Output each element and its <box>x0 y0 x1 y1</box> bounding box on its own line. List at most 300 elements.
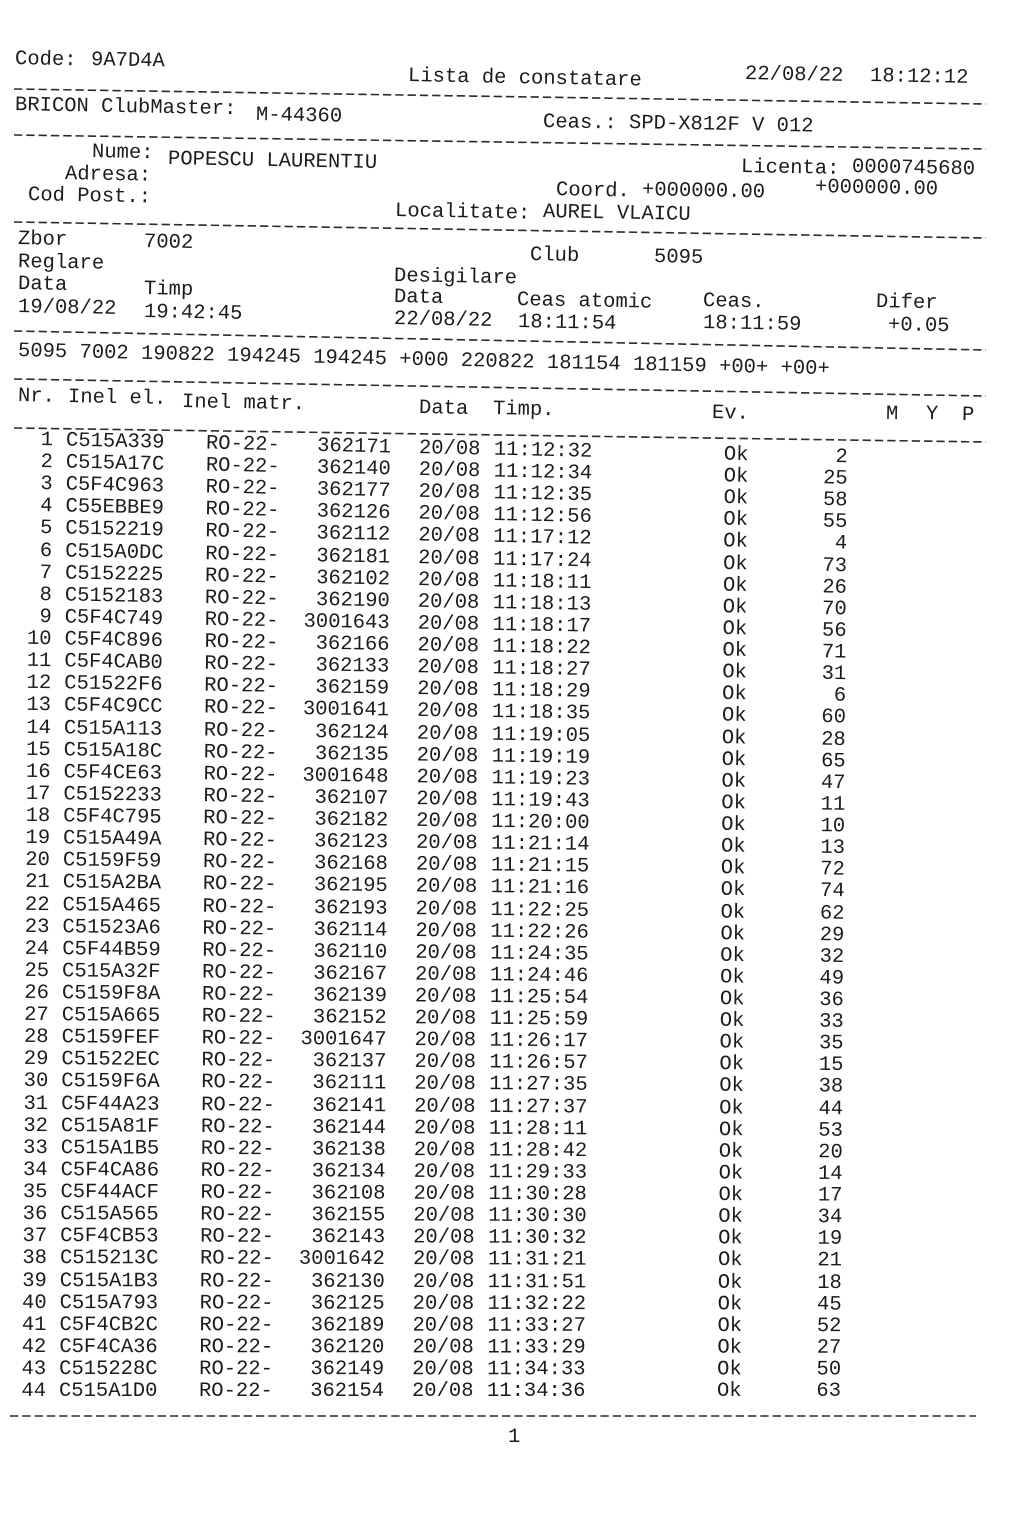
arrival-date: 20/08 <box>413 1204 475 1228</box>
row-number: 5 <box>39 517 53 541</box>
m-value: 25 <box>822 467 848 491</box>
ring-prefix: RO-22- <box>201 983 276 1008</box>
arrival-date: 20/08 <box>412 1248 475 1272</box>
ring-number: 362134 <box>311 1160 386 1184</box>
m-value: 15 <box>818 1054 844 1078</box>
arrival-time: 11:18:17 <box>492 613 592 639</box>
m-value: 4 <box>834 532 848 557</box>
row-number: 17 <box>25 782 51 807</box>
clock-column-label: Ceas. <box>702 290 765 315</box>
m-value: 50 <box>816 1358 842 1382</box>
arrival-date: 20/08 <box>414 1029 477 1053</box>
ring-number: 362149 <box>310 1358 385 1382</box>
arrival-date: 20/08 <box>414 1073 476 1097</box>
electronic-ring-id: C5F44ACF <box>60 1181 159 1205</box>
code-label: Code: <box>14 48 77 73</box>
ring-prefix: RO-22- <box>205 498 280 524</box>
row-number: 22 <box>24 893 50 917</box>
arrival-time: 11:27:35 <box>489 1073 588 1098</box>
ring-number: 362195 <box>313 874 388 899</box>
arrival-date: 20/08 <box>416 722 479 747</box>
arrival-date: 20/08 <box>418 502 481 528</box>
setting-label: Reglare <box>17 251 105 276</box>
arrival-date: 20/08 <box>416 766 479 790</box>
event-status: Ok <box>718 1118 744 1142</box>
ring-prefix: RO-22- <box>204 586 279 612</box>
club-value: 5095 <box>653 246 704 270</box>
m-value: 36 <box>819 988 845 1013</box>
arrival-date: 20/08 <box>412 1314 475 1338</box>
electronic-ring-id: C5159F8A <box>61 982 161 1007</box>
event-status: Ok <box>723 465 749 489</box>
arrival-date: 20/08 <box>413 1116 476 1141</box>
ring-number: 362167 <box>313 962 388 987</box>
m-value: 70 <box>821 597 847 622</box>
event-status: Ok <box>721 792 747 816</box>
arrival-date: 20/08 <box>417 568 480 593</box>
ring-number: 362137 <box>312 1050 387 1074</box>
arrival-date: 20/08 <box>416 678 479 703</box>
event-status: Ok <box>719 1096 744 1121</box>
arrival-time: 11:28:42 <box>488 1139 588 1163</box>
arrival-time: 11:25:54 <box>489 986 589 1010</box>
arrival-time: 11:26:57 <box>489 1051 588 1076</box>
ring-number: 362126 <box>316 500 391 526</box>
row-number: 3 <box>40 473 53 497</box>
arrival-time: 11:18:11 <box>492 570 592 595</box>
m-value: 45 <box>817 1293 842 1317</box>
setting-time-label: Timp <box>143 278 194 302</box>
ring-number: 362168 <box>313 852 389 877</box>
arrival-date: 20/08 <box>414 1051 477 1075</box>
electronic-ring-id: C55EBBE9 <box>65 495 165 521</box>
row-number: 42 <box>21 1335 47 1359</box>
coord-value-2: +000000.00 <box>814 176 939 202</box>
arrival-time: 11:18:27 <box>492 657 591 683</box>
m-value: 72 <box>820 858 845 882</box>
ring-prefix: RO-22- <box>200 1203 275 1228</box>
arrival-time: 11:21:14 <box>490 832 590 857</box>
electronic-ring-id: C515A81F <box>60 1114 160 1139</box>
arrival-date: 20/08 <box>414 963 477 988</box>
m-value: 19 <box>817 1228 843 1252</box>
electronic-ring-id: C515A465 <box>62 893 162 918</box>
event-status: Ok <box>721 683 747 707</box>
row-number: 26 <box>24 981 50 1006</box>
ring-number: 362139 <box>313 984 388 1009</box>
unsealing-label: Desigilare <box>393 265 518 291</box>
table-row <box>0 1359 893 1381</box>
event-status: Ok <box>721 726 747 751</box>
event-status: Ok <box>719 1053 745 1077</box>
arrival-date: 20/08 <box>412 1270 475 1294</box>
arrival-time: 11:12:32 <box>493 438 593 464</box>
ring-number: 362130 <box>310 1270 385 1294</box>
row-number: 28 <box>23 1026 49 1050</box>
arrival-time: 11:19:23 <box>491 767 591 792</box>
arrival-time: 11:20:00 <box>491 810 590 836</box>
ring-prefix: RO-22- <box>204 630 279 656</box>
arrival-date: 20/08 <box>412 1336 474 1360</box>
row-number: 20 <box>25 849 51 873</box>
electronic-ring-id: C5F4CB53 <box>60 1225 159 1249</box>
row-number: 32 <box>23 1114 49 1138</box>
flight-value: 7002 <box>143 231 194 255</box>
setting-date: 19/08/22 <box>17 296 117 321</box>
ring-number: 362193 <box>313 896 388 921</box>
postal-code-label: Cod Post.: <box>27 184 152 210</box>
arrival-time: 11:25:59 <box>489 1007 589 1032</box>
arrival-time: 11:18:29 <box>491 679 591 705</box>
electronic-ring-id: C5159F6A <box>61 1070 160 1095</box>
ring-number: 362159 <box>315 676 390 701</box>
row-number: 15 <box>25 738 51 762</box>
event-status: Ok <box>722 552 748 576</box>
event-status: Ok <box>723 530 749 555</box>
event-status: Ok <box>719 1075 744 1099</box>
row-number: 34 <box>22 1158 48 1183</box>
arrival-time: 11:32:22 <box>487 1292 587 1316</box>
ring-number: 362144 <box>312 1116 387 1140</box>
event-status: Ok <box>722 661 748 685</box>
ring-number: 362107 <box>314 786 389 811</box>
ring-prefix: RO-22- <box>203 763 278 788</box>
ring-number: 362189 <box>310 1314 385 1338</box>
column-header-nr: Nr. <box>17 385 56 409</box>
electronic-ring-id: C5152233 <box>63 783 162 808</box>
arrival-time: 11:22:26 <box>490 920 589 945</box>
electronic-ring-id: C5F44B59 <box>62 938 161 962</box>
ring-number: 362125 <box>310 1292 385 1316</box>
ring-number: 362123 <box>314 830 389 855</box>
electronic-ring-id: C5152183 <box>64 584 164 610</box>
ring-prefix: RO-22- <box>199 1292 274 1316</box>
column-header-electronic-ring: Inel el. <box>67 386 167 411</box>
m-value: 74 <box>819 880 845 904</box>
arrival-date: 20/08 <box>418 437 481 462</box>
arrival-time: 11:12:35 <box>493 482 593 508</box>
m-value: 71 <box>821 641 847 665</box>
coord-value-1: +000000.00 <box>641 179 766 205</box>
ring-number: 362182 <box>314 808 389 833</box>
arrival-time: 11:19:43 <box>491 788 590 814</box>
row-number: 36 <box>22 1203 48 1227</box>
ring-number: 362166 <box>315 632 390 657</box>
ring-prefix: RO-22- <box>201 1093 276 1118</box>
m-value: 17 <box>817 1184 843 1208</box>
electronic-ring-id: C515A32F <box>61 960 161 985</box>
m-value: 31 <box>821 662 847 687</box>
ring-prefix: RO-22- <box>205 520 280 546</box>
event-status: Ok <box>717 1336 742 1360</box>
ring-prefix: RO-22- <box>201 961 277 986</box>
electronic-ring-id: C5F4CA86 <box>60 1159 160 1183</box>
row-number: 24 <box>24 937 50 961</box>
electronic-ring-id: C515213C <box>59 1247 159 1271</box>
name-label: Nume: <box>91 141 154 166</box>
arrival-time: 11:34:33 <box>487 1358 586 1382</box>
row-number: 33 <box>23 1136 48 1160</box>
locality-value: AUREL VLAICU <box>542 201 691 227</box>
ring-number: 362111 <box>312 1072 387 1096</box>
m-value: 2 <box>835 445 849 470</box>
electronic-ring-id: C5F4C9CC <box>63 694 163 720</box>
ring-prefix: RO-22- <box>199 1269 274 1294</box>
electronic-ring-id: C5152219 <box>65 517 164 543</box>
m-value: 55 <box>822 510 848 535</box>
m-value: 35 <box>818 1032 844 1056</box>
ring-prefix: RO-22- <box>202 851 277 876</box>
row-number: 12 <box>26 672 52 696</box>
arrival-date: 20/08 <box>416 809 478 834</box>
ring-prefix: RO-22- <box>203 807 278 832</box>
m-value: 21 <box>817 1249 843 1273</box>
ring-prefix: RO-22- <box>202 873 277 898</box>
arrival-time: 11:21:16 <box>490 876 590 901</box>
ring-prefix: RO-22- <box>200 1225 274 1250</box>
arrival-time: 11:17:12 <box>493 526 592 552</box>
event-status: Ok <box>720 835 746 859</box>
event-status: Ok <box>720 857 746 881</box>
event-status: Ok <box>723 443 749 468</box>
ring-prefix: RO-22- <box>204 542 280 568</box>
m-value: 18 <box>817 1271 842 1295</box>
arrival-date: 20/08 <box>417 612 480 637</box>
arrival-date: 20/08 <box>415 941 477 966</box>
event-status: Ok <box>721 748 747 772</box>
arrival-date: 20/08 <box>414 1007 477 1031</box>
event-status: Ok <box>718 1140 744 1164</box>
m-value: 20 <box>818 1141 843 1165</box>
unsealing-date-label: Data <box>393 286 444 310</box>
m-value: 65 <box>820 749 846 774</box>
table-row <box>0 1270 894 1294</box>
flight-label: Zbor <box>17 228 68 252</box>
ring-prefix: RO-22- <box>205 476 280 502</box>
ring-prefix: RO-22- <box>205 454 280 480</box>
ring-prefix: RO-22- <box>201 1005 276 1030</box>
arrival-date: 20/08 <box>415 875 478 900</box>
ring-prefix: RO-22- <box>199 1336 274 1360</box>
event-status: Ok <box>720 900 746 925</box>
arrival-time: 11:30:32 <box>488 1226 587 1251</box>
arrival-time: 11:30:28 <box>488 1183 587 1207</box>
event-status: Ok <box>719 1031 745 1055</box>
arrival-date: 20/08 <box>414 1095 476 1119</box>
arrival-time: 11:34:36 <box>487 1380 586 1404</box>
ring-number: 362124 <box>314 720 390 745</box>
arrival-time: 11:18:22 <box>492 635 592 661</box>
row-number: 39 <box>22 1269 47 1293</box>
summary-code-line: 5095 7002 190822 194245 194245 +000 220822 181154 181159 +00+ +00+ <box>17 340 831 382</box>
license-label: Licenta: <box>740 156 840 181</box>
clubmaster-value: M-44360 <box>255 104 343 129</box>
m-value: 56 <box>821 619 847 643</box>
event-status: Ok <box>720 944 745 968</box>
atomic-clock-time: 18:11:54 <box>517 311 617 336</box>
column-header-date: Data <box>418 397 469 421</box>
event-status: Ok <box>721 813 746 838</box>
setting-time: 19:42:45 <box>143 301 243 326</box>
electronic-ring-id: C515A1D0 <box>59 1380 158 1404</box>
arrival-time: 11:19:05 <box>491 723 591 748</box>
ring-prefix: RO-22- <box>201 1027 276 1052</box>
electronic-ring-id: C5152225 <box>64 562 164 587</box>
event-status: Ok <box>720 922 746 946</box>
row-number: 19 <box>25 827 51 851</box>
row-number: 6 <box>39 539 53 563</box>
arrival-date: 20/08 <box>415 831 478 856</box>
ring-number: 362138 <box>311 1138 386 1162</box>
arrival-time: 11:33:27 <box>487 1314 586 1338</box>
electronic-ring-id: C515228C <box>59 1358 158 1382</box>
m-value: 10 <box>820 815 846 839</box>
electronic-ring-id: C5F4C749 <box>64 606 164 632</box>
row-number: 38 <box>22 1247 48 1271</box>
clock-time: 18:11:59 <box>702 312 802 337</box>
row-number: 13 <box>26 694 52 718</box>
event-status: Ok <box>720 879 746 903</box>
electronic-ring-id: C515A113 <box>63 716 163 742</box>
electronic-ring-id: C5F4CA36 <box>59 1335 158 1360</box>
ring-prefix: RO-22- <box>201 1071 276 1096</box>
arrival-date: 20/08 <box>417 634 480 659</box>
ring-number: 3001641 <box>302 698 390 723</box>
ring-prefix: RO-22- <box>204 652 279 678</box>
row-number: 37 <box>22 1225 48 1249</box>
arrival-date: 20/08 <box>417 656 480 681</box>
arrival-time: 11:29:33 <box>488 1161 588 1185</box>
event-status: Ok <box>718 1184 744 1208</box>
ring-number: 362140 <box>316 456 392 482</box>
unsealing-date: 22/08/22 <box>393 308 493 333</box>
arrival-time: 11:31:51 <box>487 1270 587 1294</box>
atomic-clock-label: Ceas atomic <box>516 289 653 315</box>
ring-prefix: RO-22- <box>203 785 278 810</box>
row-number: 30 <box>23 1070 49 1094</box>
arrival-time: 11:26:17 <box>489 1029 589 1054</box>
column-header-y: Y <box>925 403 939 427</box>
arrival-date: 20/08 <box>413 1160 476 1185</box>
arrival-time: 11:24:35 <box>490 942 589 967</box>
ring-prefix: RO-22- <box>203 696 279 722</box>
ring-number: 3001643 <box>303 610 390 636</box>
ring-number: 362135 <box>314 742 389 767</box>
m-value: 28 <box>821 728 846 752</box>
event-status: Ok <box>718 1162 744 1186</box>
event-status: Ok <box>721 704 747 729</box>
page-number: 1 <box>508 1426 521 1449</box>
clubmaster-label: BRICON ClubMaster: <box>14 94 237 122</box>
row-number: 25 <box>24 959 50 983</box>
row-number: 29 <box>23 1048 49 1072</box>
electronic-ring-id: C51522F6 <box>64 672 163 698</box>
document-title: Lista de constatare <box>407 65 642 93</box>
clock-value: SPD-X812F V 012 <box>628 112 814 139</box>
row-number: 8 <box>39 583 53 608</box>
row-number: 27 <box>24 1004 49 1028</box>
electronic-ring-id: C515A339 <box>65 429 165 455</box>
electronic-ring-id: C515A665 <box>61 1004 161 1029</box>
row-number: 16 <box>25 760 51 784</box>
row-number: 7 <box>39 561 53 585</box>
electronic-ring-id: C515A2BA <box>62 871 162 896</box>
electronic-ring-id: C5F4CAB0 <box>64 650 163 676</box>
arrival-time: 11:27:37 <box>489 1095 588 1120</box>
difference-value: +0.05 <box>887 314 950 339</box>
electronic-ring-id: C515A1B5 <box>60 1136 160 1161</box>
electronic-ring-id: C5F4CB2C <box>59 1313 158 1337</box>
ring-prefix: RO-22- <box>202 829 278 854</box>
arrival-time: 11:17:24 <box>492 548 592 573</box>
event-status: Ok <box>723 487 749 511</box>
event-status: Ok <box>722 574 748 598</box>
license-value: 0000745680 <box>851 156 976 182</box>
ring-number: 362190 <box>315 588 391 614</box>
m-value: 14 <box>817 1162 843 1186</box>
electronic-ring-id: C515A565 <box>60 1203 159 1227</box>
column-header-event: Ev. <box>711 402 750 426</box>
ring-number: 362171 <box>316 434 392 460</box>
row-number: 23 <box>24 915 50 939</box>
ring-number: 362133 <box>315 654 390 679</box>
event-status: Ok <box>717 1271 743 1295</box>
column-header-p: P <box>961 404 975 428</box>
row-number: 44 <box>21 1380 46 1404</box>
ring-number: 362141 <box>312 1094 387 1118</box>
row-number: 41 <box>21 1313 47 1337</box>
event-status: Ok <box>719 966 745 990</box>
event-status: Ok <box>717 1358 742 1382</box>
ring-number: 3001642 <box>298 1248 386 1272</box>
name-value: POPESCU LAURENTIU <box>167 148 378 176</box>
m-value: 34 <box>817 1206 843 1230</box>
row-number: 31 <box>23 1092 49 1116</box>
arrival-date: 20/08 <box>417 590 480 615</box>
electronic-ring-id: C515A17C <box>65 451 165 477</box>
arrival-time: 11:24:46 <box>489 964 589 989</box>
ring-prefix: RO-22- <box>202 895 277 920</box>
event-status: Ok <box>719 1009 745 1034</box>
m-value: 6 <box>833 684 847 709</box>
ring-prefix: RO-22- <box>202 939 277 964</box>
event-status: Ok <box>721 770 747 794</box>
event-status: Ok <box>718 1227 743 1251</box>
ring-prefix: RO-22- <box>199 1314 274 1338</box>
electronic-ring-id: C5F4C896 <box>64 628 164 654</box>
arrival-time: 11:22:25 <box>490 898 590 923</box>
row-number: 4 <box>39 495 53 519</box>
ring-number: 3001647 <box>300 1028 387 1053</box>
print-time: 18:12:12 <box>869 65 969 90</box>
arrival-date: 20/08 <box>416 700 479 725</box>
row-number: 2 <box>40 451 54 475</box>
ring-number: 362108 <box>311 1182 386 1206</box>
event-status: Ok <box>717 1293 743 1317</box>
ring-prefix: RO-22- <box>200 1159 275 1184</box>
m-value: 53 <box>818 1119 844 1143</box>
arrival-date: 20/08 <box>416 787 479 812</box>
electronic-ring-id: C515A0DC <box>64 540 164 565</box>
locality-label: Localitate: <box>394 200 531 226</box>
row-number: 43 <box>21 1358 47 1382</box>
electronic-ring-id: C51523A6 <box>62 915 161 940</box>
event-status: Ok <box>722 617 748 642</box>
ring-prefix: RO-22- <box>204 674 279 700</box>
ring-number: 3001648 <box>302 764 389 789</box>
setting-date-label: Data <box>17 273 68 297</box>
m-value: 44 <box>818 1097 844 1121</box>
